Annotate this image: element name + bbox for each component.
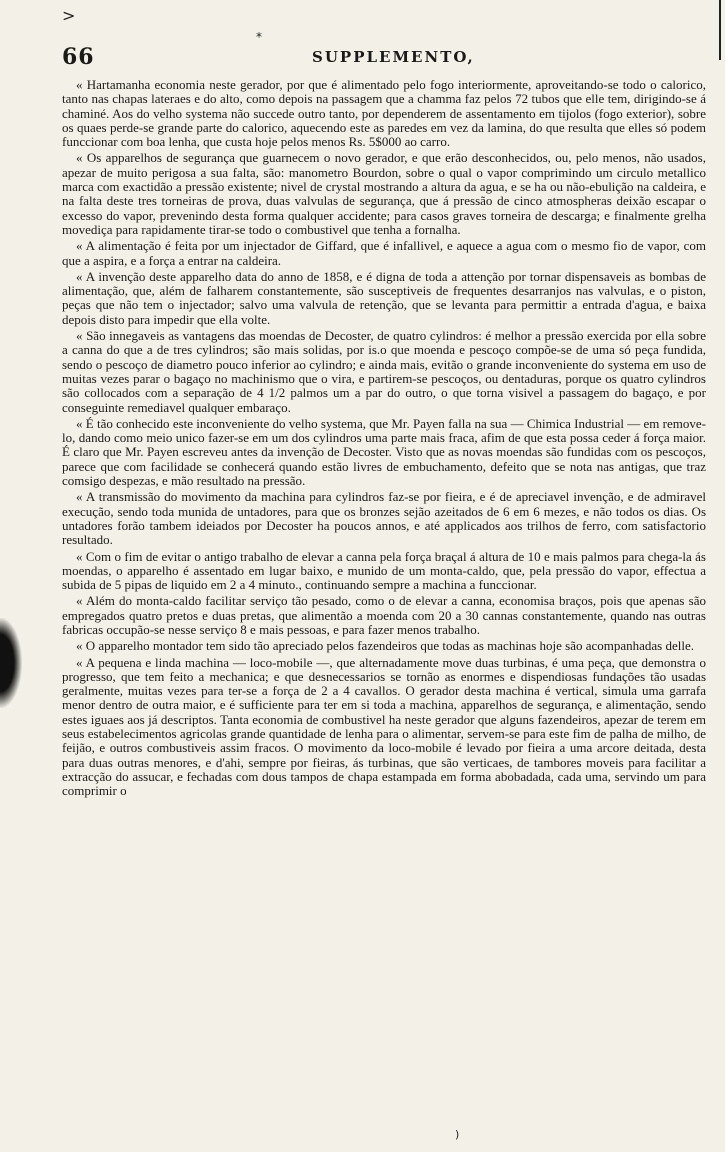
corner-mark: > xyxy=(62,6,76,25)
page-number: 66 xyxy=(62,44,95,70)
edge-line xyxy=(719,0,721,60)
paragraph: « O apparelho montador tem sido tão apreciado pelos fazendeiros que todas as machinas hoje são acompanhadas delle. xyxy=(76,638,695,654)
paragraph: « É tão conhecido este inconveniente do velho systema, que Mr. Payen falla na sua — Chimica Industrial — em remove-lo, dando como meio unico fazer-se em um dos cylindros uma parte mais fraca, afim de que esta possa ceder á força maior. É claro que Mr. Payen escreveu antes da invenção de Decoster. Visto que as novas moendas são fundidas com os pescoços, parece que com facilidade se conhecerá quando estão livres de embuchamento, defeito que se nota nas antigas, que traz comsigo despezas, e mão resultado na pressão. xyxy=(62,415,706,489)
page-bottom-mark: ) xyxy=(455,1128,460,1141)
paragraph: « Além do monta-caldo facilitar serviço tão pesado, como o de elevar a canna, economisa braços, pois que apenas são empregados quatro pretos e duas pretas, que alimentão a moenda com 20 a 30 cannas constantemente, quando nas outras fabricas occupão-se nesse serviço 8 e mais pessoas, e para fazer menos trabalho. xyxy=(62,593,706,637)
page-title: SUPPLEMENTO, xyxy=(312,48,475,66)
paragraph: « Os apparelhos de segurança que guarnecem o novo gerador, e que erão desconhecidos, ou, pelo menos, não usados, apezar de muito perigosa a sua falta, são: manometro Bourdon, sobre o qual o vapor comprimindo um circulo metallico marca com exactidão a pressão existente; nivel de crystal mostrando a altura da agua, e se ha ou não-ebulição na caldeira, e na falta deste tres torneiras de prova, duas valvulas de segurança, que á pressão de cinco atmospheras deixão escapar o excesso do vapor, prevenindo desta forma qualquer accidente; para casos graves torneira de descarga; e finalmente grelha movediça para rapidamente tirar-se todo o combustivel que tenha a fornalha. xyxy=(62,150,706,237)
text-body xyxy=(62,78,706,1128)
running-header xyxy=(62,44,702,72)
paragraph: « A alimentação é feita por um injectador de Giffard, que é infallivel, e aquece a agua com o mesmo fio de vapor, com que a aspira, e a força a entrar na caldeira. xyxy=(62,238,706,268)
paragraph: « Com o fim de evitar o antigo trabalho de elevar a canna pela força braçal á altura de 10 e mais palmos para chega-la ás moendas, o apparelho é assentado em lugar baixo, e munido de um monta-caldo, que, pela pressão do vapor, effectua a subida de 5 pipas de liquido em 2 a 4 minuto., continuando sempre a machina a funccionar. xyxy=(62,548,706,593)
paragraph: « A invenção deste apparelho data do anno de 1858, e é digna de toda a attenção por tornar dispensaveis as bombas de alimentação, que, além de falharem constantemente, são susceptiveis de frequentes desarranjos nas valvulas, e o piston, peças que não tem o injectador; salvo uma valvula de retenção, que se levanta para permittir a entrada d'agua, e baixa depois disto para impedir que ella volte. xyxy=(62,268,706,327)
paragraph: « Hartamanha economia neste gerador, por que é alimentado pelo fogo interiormente, aproveitando-se todo o calorico, tanto nas chapas lateraes e do alto, como depois na passagem que a chamma faz pelos 72 tubos que elle tem, dirigindo-se á chaminé. Aos do velho systema não succede outro tanto, por dependerem de assentamento em tijolos (fogo exterior), sobre os quaes perde-se grande parte do calorico, aquecendo este as paredes em vez da lamina, do que resulta que elles só podem funccionar com boa lenha, que custa hoje pelos menos Rs. 5$000 ao carro. xyxy=(62,78,706,150)
paragraph: « São innegaveis as vantagens das moendas de Decoster, de quatro cylindros: é melhor a pressão exercida por ella sobre a canna do que a de tres cylindros; são mais solidas, por is.o que moenda e pescoço compõe-se de uma só peça fundida, sendo o pescoço de diametro pouco inferior ao cylindro; e ainda mais, evitão o grande inconveniente do systema em uso de muitas vezes parar o bagaço no machinismo que o vira, e partirem-se pescoços, ou dentaduras, porque os quatro cylindros são collocados com a separação de 4 1/2 palmos um a par do outro, o que torna visivel a passagem do bagaço, e por conseguinte remediavel qualquer embaraço. xyxy=(62,328,706,415)
asterisk-mark: * xyxy=(256,30,262,44)
paragraph: « A pequena e linda machina — loco-mobile —, que alternadamente move duas turbinas, é uma peça, que demonstra o progresso, que tem feito a mechanica; e que desnecessarios se tornão as enormes e dispendiosas fundações tão usadas geralmente, muitas vezes para ter-se a força de 2 a 4 cavallos. O gerador desta machina é vertical, simula uma garrafa menor dentro de outra maior, e é sufficiente para ter em si toda a machina, apparelhos de segurança, e alimentação, sendo estes iguaes aos já descriptos. Tanta economia de combustivel ha neste gerador que alguns fazendeiros, apezar de terem em seus estabelecimentos agricolas grande quantidade de lenha para o alimentar, servem-se para este fim de palha de milho, de feijão, e outros combustiveis assim fracos. O movimento da loco-mobile é levado por fieira a uma arcore deitada, desta para duas outras menores, e d'ahi, sempre por fieiras, ás turbinas, que são verticaes, de tambores moveis para facilitar a extracção do assucar, e fechadas com dous tampos de chapa estampada em forma abobadada, cada uma, servindo um para comprimir o xyxy=(62,654,706,799)
binding-shadow xyxy=(0,618,22,708)
paragraph: « A transmissão do movimento da machina para cylindros faz-se por fieira, e é de apreciavel invenção, e de admiravel execução, sendo toda munida de untadores, para que os bronzes sejão azeitados de 6 em 6 mezes, e não todos os dias. Os untadores forão tambem ideiados por Decoster ha poucos annos, e até applicados aos trilhos de ferro, com satisfactorio resultado. xyxy=(62,489,706,548)
